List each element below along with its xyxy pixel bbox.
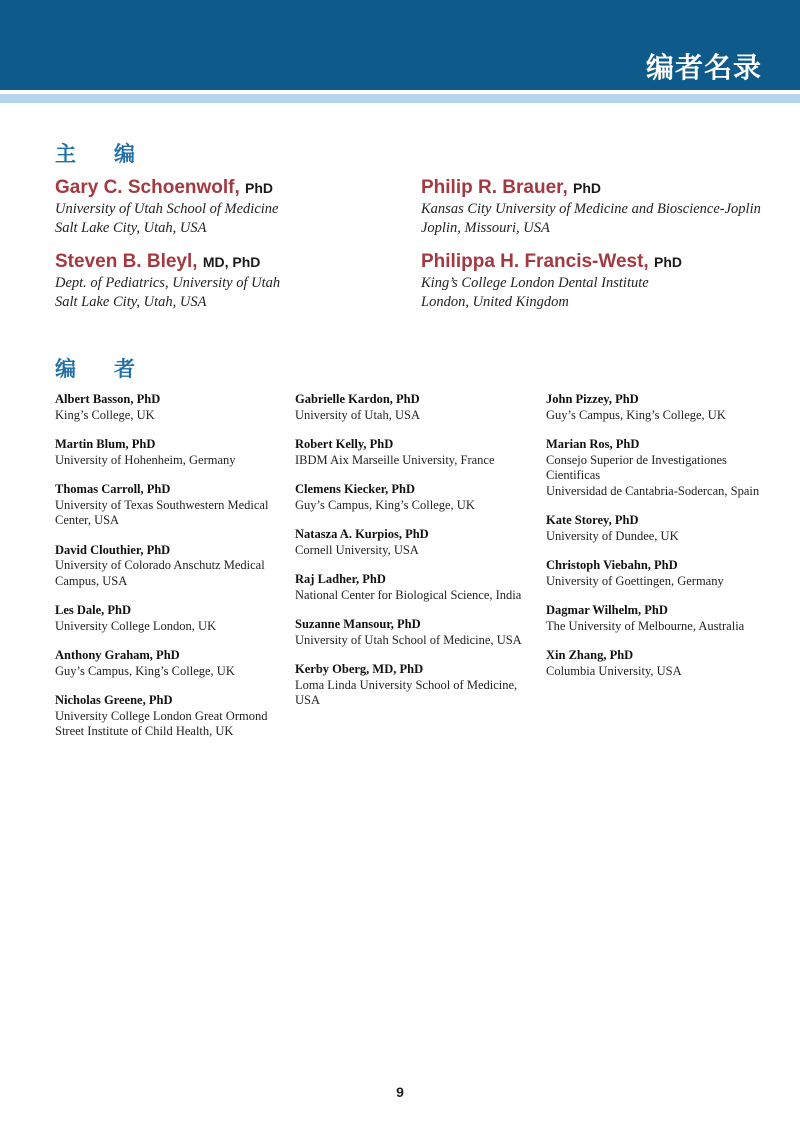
contributor-affiliation — [55, 498, 287, 529]
chief-editor-location: Salt Lake City, Utah, USA — [55, 220, 207, 236]
contributor-affiliation-line: University of Goettingen, Germany — [546, 573, 724, 588]
contributor-affiliation — [295, 498, 540, 514]
contributor-name: Dagmar Wilhelm, PhD — [546, 603, 668, 617]
chief-editor-location: London, United Kingdom — [421, 294, 569, 310]
contributor-affiliation — [55, 709, 287, 740]
chief-editor-location: Joplin, Missouri, USA — [421, 220, 550, 236]
contributor-affiliation — [55, 619, 287, 635]
contributor-entry — [295, 437, 540, 468]
contributor-affiliation-line: University of Dundee, UK — [546, 528, 679, 543]
chief-editor-degree: PhD — [573, 180, 602, 196]
contributor-entry — [55, 693, 287, 740]
contributor-name: Thomas Carroll, PhD — [55, 482, 171, 496]
contributor-name: Anthony Graham, PhD — [55, 648, 180, 662]
contributor-entry — [546, 437, 786, 499]
contributor-name: Les Dale, PhD — [55, 603, 132, 617]
contributor-affiliation-line: Guy’s Campus, King’s College, UK — [55, 663, 235, 678]
contributor-affiliation-line: IBDM Aix Marseille University, France — [295, 452, 495, 467]
contributor-name: Christoph Viebahn, PhD — [546, 558, 678, 572]
contributor-name: Albert Basson, PhD — [55, 392, 161, 406]
contributor-affiliation — [295, 633, 540, 649]
chief-editor-degree: MD, PhD — [202, 254, 261, 270]
contributor-affiliation-line: Street Institute of Child Health, UK — [55, 724, 234, 738]
chief-editor-entry — [421, 250, 781, 312]
contributors-column-3 — [546, 392, 786, 693]
contributor-affiliation-line: Universidad de Cantabria-Sodercan, Spain — [546, 483, 760, 498]
contributor-affiliation-line: The University of Melbourne, Australia — [546, 618, 745, 633]
contributor-affiliation-line: Consejo Superior de Investigationes — [546, 452, 727, 467]
contributor-affiliation — [546, 664, 786, 680]
contributor-affiliation-line: Loma Linda University School of Medicine, — [295, 677, 518, 692]
contributor-affiliation — [55, 408, 287, 424]
contributor-affiliation-line: Cientificas — [546, 468, 601, 482]
chief-editor-name: Steven B. Bleyl, MD, PhD — [55, 251, 261, 272]
contributor-affiliation — [295, 408, 540, 424]
contributor-affiliation-line: USA — [295, 693, 321, 707]
contributor-entry — [546, 648, 786, 679]
chief-editor-affiliation: Kansas City University of Medicine and Bioscience-Joplin — [421, 201, 761, 217]
contributor-entry — [546, 603, 786, 634]
contributor-affiliation — [295, 543, 540, 559]
contributor-name: Marian Ros, PhD — [546, 437, 640, 451]
contributor-affiliation-line: University of Utah School of Medicine, USA — [295, 632, 522, 647]
chief-editor-affiliation: Dept. of Pediatrics, University of Utah — [55, 275, 281, 291]
contributor-name: Kerby Oberg, MD, PhD — [295, 662, 424, 676]
chief-editor-entry — [55, 176, 415, 238]
chief-editors-heading: 主编 — [55, 142, 173, 166]
page-number: 9 — [396, 1084, 404, 1100]
chief-editor-affiliation: University of Utah School of Medicine — [55, 201, 279, 217]
contributor-entry — [55, 392, 287, 423]
contributor-name: Raj Ladher, PhD — [295, 572, 386, 586]
contributor-name: Natasza A. Kurpios, PhD — [295, 527, 429, 541]
contributor-entry — [295, 482, 540, 513]
contributor-affiliation-line: Guy’s Campus, King’s College, UK — [295, 497, 475, 512]
contributors-heading: 编者 — [55, 357, 173, 381]
contributor-name: David Clouthier, PhD — [55, 542, 171, 557]
contributor-entry — [546, 558, 786, 589]
chief-editor-affiliation: King’s College London Dental Institute — [421, 275, 649, 291]
contributor-affiliation-line: Columbia University, USA — [546, 663, 682, 678]
contributor-entry — [546, 513, 786, 544]
contributor-entry — [546, 392, 786, 423]
contributors-column-2 — [295, 392, 540, 723]
contributor-name: Martin Blum, PhD — [55, 437, 156, 451]
contributor-affiliation-line: University College London, UK — [55, 618, 217, 633]
chief-editor-name: Gary C. Schoenwolf, PhD — [55, 177, 274, 198]
contributor-affiliation-line: University of Texas Southwestern Medical — [55, 497, 269, 512]
contributor-entry — [295, 617, 540, 648]
contributor-name: Clemens Kiecker, PhD — [295, 482, 416, 496]
chief-editor-name: Philippa H. Francis-West, PhD — [421, 251, 682, 272]
contributor-name: John Pizzey, PhD — [546, 392, 639, 406]
header-accent-stripe — [0, 94, 800, 103]
chief-editor-degree: PhD — [653, 254, 682, 270]
contributor-affiliation-line: Guy’s Campus, King’s College, UK — [546, 407, 726, 422]
contributor-name: Kate Storey, PhD — [546, 513, 639, 527]
contributor-affiliation — [55, 664, 287, 680]
contributor-affiliation-line: University of Utah, USA — [295, 407, 420, 422]
contributor-name: Suzanne Mansour, PhD — [295, 617, 421, 631]
contributor-affiliation-line: Cornell University, USA — [295, 542, 419, 557]
chief-editor-entry — [421, 176, 781, 238]
page-title: 编者名录 — [645, 51, 762, 84]
contributor-affiliation-line: University of Colorado Anschutz Medical — [55, 558, 265, 572]
contributor-entry — [55, 603, 287, 634]
chief-editor-entry — [55, 250, 415, 312]
contributor-affiliation-line: University College London Great Ormond — [55, 708, 268, 723]
contributor-entry — [295, 392, 540, 423]
contributor-affiliation — [546, 408, 786, 424]
contributor-affiliation — [55, 558, 287, 589]
contributor-entry — [295, 662, 540, 709]
contributor-name: Gabrielle Kardon, PhD — [295, 392, 420, 406]
contributor-affiliation — [295, 678, 540, 709]
contributor-affiliation — [546, 619, 786, 635]
contributor-affiliation — [295, 453, 540, 469]
contributor-name: Xin Zhang, PhD — [546, 648, 634, 662]
contributor-affiliation-line: Campus, USA — [55, 573, 128, 588]
chief-editor-degree: PhD — [245, 180, 274, 196]
contributor-affiliation — [546, 574, 786, 590]
contributors-column-1 — [55, 392, 287, 754]
contributor-affiliation-line: University of Hohenheim, Germany — [55, 452, 236, 467]
contributor-name: Nicholas Greene, PhD — [55, 693, 173, 707]
contributor-affiliation-line: National Center for Biological Science, India — [295, 587, 522, 602]
contributor-entry — [55, 482, 287, 529]
contributor-name: Robert Kelly, PhD — [295, 437, 394, 451]
contributor-entry — [295, 527, 540, 558]
contributor-entry — [55, 648, 287, 679]
contributor-affiliation — [55, 453, 287, 469]
contributor-affiliation-line: King’s College, UK — [55, 407, 155, 422]
chief-editor-location: Salt Lake City, Utah, USA — [55, 294, 207, 310]
contributor-entry — [55, 437, 287, 468]
contributor-entry — [295, 572, 540, 603]
contributor-affiliation-line: Center, USA — [55, 513, 120, 527]
contributor-entry — [55, 543, 287, 590]
chief-editor-name: Philip R. Brauer, PhD — [421, 177, 602, 198]
contributor-affiliation — [546, 453, 786, 500]
contributor-affiliation — [546, 529, 786, 545]
contributor-affiliation — [295, 588, 540, 604]
